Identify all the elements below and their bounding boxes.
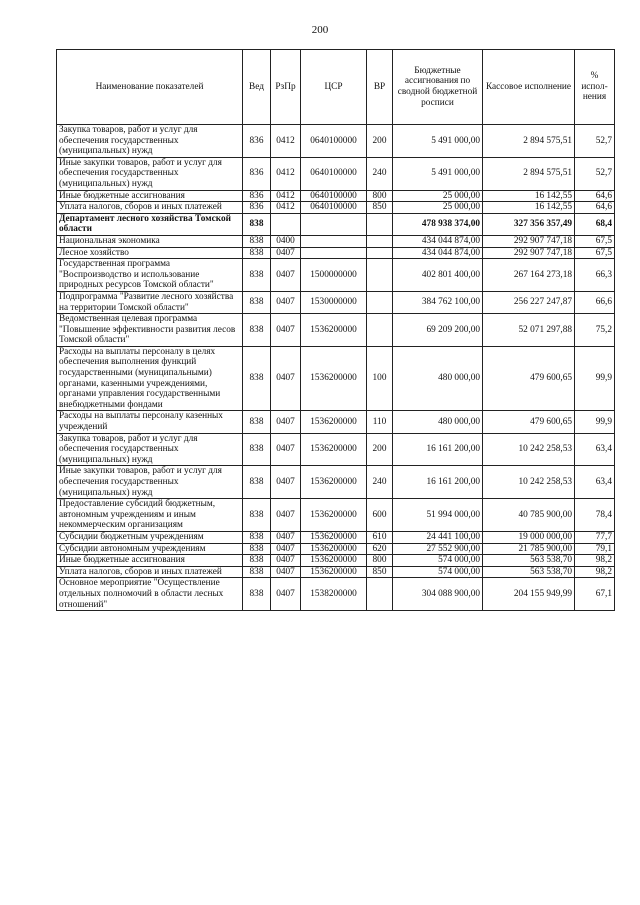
cell-budget: 304 088 900,00 bbox=[393, 578, 483, 611]
cell-csr: 1536200000 bbox=[301, 466, 367, 499]
cell-vr: 850 bbox=[367, 566, 393, 578]
cell-rzpr: 0407 bbox=[271, 291, 301, 313]
cell-name: Уплата налогов, сборов и иных платежей bbox=[57, 202, 243, 214]
cell-ved: 838 bbox=[243, 499, 271, 532]
cell-csr: 1536200000 bbox=[301, 433, 367, 466]
cell-budget: 16 161 200,00 bbox=[393, 466, 483, 499]
cell-csr bbox=[301, 247, 367, 259]
cell-ved: 838 bbox=[243, 346, 271, 411]
cell-name: Расходы на выплаты персоналу казенных учреждений bbox=[57, 411, 243, 433]
cell-name: Департамент лесного хозяйства Томской области bbox=[57, 213, 243, 235]
table-row bbox=[57, 291, 615, 313]
cell-ved: 838 bbox=[243, 213, 271, 235]
cell-vr: 100 bbox=[367, 346, 393, 411]
cell-cash: 2 894 575,51 bbox=[483, 157, 575, 190]
cell-rzpr: 0407 bbox=[271, 247, 301, 259]
cell-ved: 838 bbox=[243, 466, 271, 499]
cell-csr: 1536200000 bbox=[301, 411, 367, 433]
cell-cash: 2 894 575,51 bbox=[483, 125, 575, 158]
cell-rzpr bbox=[271, 213, 301, 235]
cell-csr: 1536200000 bbox=[301, 314, 367, 347]
cell-budget: 480 000,00 bbox=[393, 411, 483, 433]
cell-rzpr: 0407 bbox=[271, 543, 301, 555]
table-row bbox=[57, 566, 615, 578]
table-row bbox=[57, 213, 615, 235]
table-row bbox=[57, 190, 615, 202]
cell-rzpr: 0412 bbox=[271, 125, 301, 158]
cell-csr: 1536200000 bbox=[301, 346, 367, 411]
cell-name: Национальная экономика bbox=[57, 235, 243, 247]
cell-csr: 1536200000 bbox=[301, 543, 367, 555]
cell-name: Расходы на выплаты персоналу в целях обеспечения выполнения функций государственными (муниципальными) органами, казенными учреждениями, органами управления государственными внебюджетными фондами bbox=[57, 346, 243, 411]
cell-pct: 79,1 bbox=[575, 543, 615, 555]
table-row bbox=[57, 531, 615, 543]
header-pct: % испол-нения bbox=[575, 50, 615, 125]
cell-ved: 838 bbox=[243, 543, 271, 555]
cell-name: Лесное хозяйство bbox=[57, 247, 243, 259]
table-header-row bbox=[57, 50, 615, 125]
cell-vr bbox=[367, 578, 393, 611]
cell-vr: 800 bbox=[367, 555, 393, 567]
table-row bbox=[57, 543, 615, 555]
cell-ved: 838 bbox=[243, 247, 271, 259]
cell-vr: 800 bbox=[367, 190, 393, 202]
cell-name: Закупка товаров, работ и услуг для обеспечения государственных (муниципальных) нужд bbox=[57, 433, 243, 466]
cell-budget: 574 000,00 bbox=[393, 555, 483, 567]
cell-ved: 838 bbox=[243, 555, 271, 567]
cell-cash: 479 600,65 bbox=[483, 346, 575, 411]
cell-rzpr: 0407 bbox=[271, 499, 301, 532]
table-row bbox=[57, 555, 615, 567]
cell-rzpr: 0407 bbox=[271, 578, 301, 611]
cell-vr bbox=[367, 314, 393, 347]
cell-vr: 620 bbox=[367, 543, 393, 555]
cell-ved: 838 bbox=[243, 433, 271, 466]
table-row bbox=[57, 578, 615, 611]
cell-pct: 77,7 bbox=[575, 531, 615, 543]
cell-budget: 434 044 874,00 bbox=[393, 235, 483, 247]
page-number: 200 bbox=[311, 24, 329, 36]
cell-budget: 402 801 400,00 bbox=[393, 259, 483, 292]
cell-vr bbox=[367, 247, 393, 259]
cell-ved: 836 bbox=[243, 157, 271, 190]
cell-pct: 66,3 bbox=[575, 259, 615, 292]
table-row bbox=[57, 411, 615, 433]
table-row bbox=[57, 125, 615, 158]
cell-vr bbox=[367, 291, 393, 313]
cell-ved: 838 bbox=[243, 235, 271, 247]
cell-rzpr: 0412 bbox=[271, 190, 301, 202]
cell-vr bbox=[367, 213, 393, 235]
cell-csr: 0640100000 bbox=[301, 202, 367, 214]
cell-rzpr: 0407 bbox=[271, 314, 301, 347]
cell-name: Предоставление субсидий бюджетным, автономным учреждениям и иным некоммерческим организациям bbox=[57, 499, 243, 532]
cell-budget: 434 044 874,00 bbox=[393, 247, 483, 259]
cell-cash: 256 227 247,87 bbox=[483, 291, 575, 313]
cell-ved: 838 bbox=[243, 578, 271, 611]
cell-pct: 98,2 bbox=[575, 555, 615, 567]
cell-name: Иные закупки товаров, работ и услуг для обеспечения государственных (муниципальных) нужд bbox=[57, 157, 243, 190]
cell-name: Ведомственная целевая программа "Повышение эффективности развития лесов Томской области" bbox=[57, 314, 243, 347]
cell-vr: 600 bbox=[367, 499, 393, 532]
cell-csr: 0640100000 bbox=[301, 125, 367, 158]
cell-budget: 5 491 000,00 bbox=[393, 125, 483, 158]
cell-pct: 68,4 bbox=[575, 213, 615, 235]
cell-cash: 19 000 000,00 bbox=[483, 531, 575, 543]
cell-csr: 0640100000 bbox=[301, 190, 367, 202]
cell-pct: 52,7 bbox=[575, 157, 615, 190]
cell-csr bbox=[301, 235, 367, 247]
cell-csr: 1536200000 bbox=[301, 499, 367, 532]
cell-cash: 10 242 258,53 bbox=[483, 433, 575, 466]
header-ved: Вед bbox=[243, 50, 271, 125]
cell-cash: 16 142,55 bbox=[483, 190, 575, 202]
cell-cash: 292 907 747,18 bbox=[483, 247, 575, 259]
cell-pct: 99,9 bbox=[575, 346, 615, 411]
cell-pct: 78,4 bbox=[575, 499, 615, 532]
cell-vr bbox=[367, 259, 393, 292]
cell-budget: 25 000,00 bbox=[393, 190, 483, 202]
cell-cash: 292 907 747,18 bbox=[483, 235, 575, 247]
cell-name: Иные бюджетные ассигнования bbox=[57, 190, 243, 202]
cell-name: Субсидии бюджетным учреждениям bbox=[57, 531, 243, 543]
cell-ved: 838 bbox=[243, 291, 271, 313]
budget-table bbox=[56, 49, 615, 611]
cell-budget: 25 000,00 bbox=[393, 202, 483, 214]
cell-vr: 110 bbox=[367, 411, 393, 433]
cell-csr bbox=[301, 213, 367, 235]
cell-rzpr: 0407 bbox=[271, 259, 301, 292]
cell-rzpr: 0407 bbox=[271, 433, 301, 466]
cell-pct: 75,2 bbox=[575, 314, 615, 347]
table-row bbox=[57, 499, 615, 532]
cell-ved: 836 bbox=[243, 202, 271, 214]
table-row bbox=[57, 466, 615, 499]
cell-pct: 98,2 bbox=[575, 566, 615, 578]
cell-vr: 240 bbox=[367, 157, 393, 190]
cell-budget: 16 161 200,00 bbox=[393, 433, 483, 466]
cell-csr: 1536200000 bbox=[301, 555, 367, 567]
cell-ved: 836 bbox=[243, 125, 271, 158]
cell-cash: 563 538,70 bbox=[483, 566, 575, 578]
cell-pct: 67,5 bbox=[575, 247, 615, 259]
cell-pct: 66,6 bbox=[575, 291, 615, 313]
cell-budget: 51 994 000,00 bbox=[393, 499, 483, 532]
cell-cash: 40 785 900,00 bbox=[483, 499, 575, 532]
cell-budget: 5 491 000,00 bbox=[393, 157, 483, 190]
cell-vr: 610 bbox=[367, 531, 393, 543]
cell-vr: 240 bbox=[367, 466, 393, 499]
table-row bbox=[57, 202, 615, 214]
cell-vr: 850 bbox=[367, 202, 393, 214]
header-csr: ЦСР bbox=[301, 50, 367, 125]
cell-name: Государственная программа "Воспроизводство и использование природных ресурсов Томской области" bbox=[57, 259, 243, 292]
cell-budget: 480 000,00 bbox=[393, 346, 483, 411]
cell-budget: 69 209 200,00 bbox=[393, 314, 483, 347]
cell-name: Основное мероприятие "Осуществление отдельных полномочий в области лесных отношений" bbox=[57, 578, 243, 611]
cell-budget: 24 441 100,00 bbox=[393, 531, 483, 543]
table-row bbox=[57, 235, 615, 247]
cell-rzpr: 0412 bbox=[271, 157, 301, 190]
header-budget: Бюджетные ассигнования по сводной бюджетной росписи bbox=[393, 50, 483, 125]
cell-ved: 836 bbox=[243, 190, 271, 202]
cell-budget: 27 552 900,00 bbox=[393, 543, 483, 555]
cell-csr: 1538200000 bbox=[301, 578, 367, 611]
cell-pct: 64,6 bbox=[575, 190, 615, 202]
cell-cash: 204 155 949,99 bbox=[483, 578, 575, 611]
cell-budget: 478 938 374,00 bbox=[393, 213, 483, 235]
cell-name: Иные бюджетные ассигнования bbox=[57, 555, 243, 567]
cell-ved: 838 bbox=[243, 411, 271, 433]
cell-ved: 838 bbox=[243, 314, 271, 347]
cell-rzpr: 0407 bbox=[271, 531, 301, 543]
cell-vr: 200 bbox=[367, 125, 393, 158]
table-row bbox=[57, 346, 615, 411]
cell-rzpr: 0407 bbox=[271, 466, 301, 499]
cell-name: Закупка товаров, работ и услуг для обеспечения государственных (муниципальных) нужд bbox=[57, 125, 243, 158]
cell-pct: 64,6 bbox=[575, 202, 615, 214]
cell-name: Иные закупки товаров, работ и услуг для обеспечения государственных (муниципальных) нужд bbox=[57, 466, 243, 499]
cell-budget: 384 762 100,00 bbox=[393, 291, 483, 313]
table-row bbox=[57, 433, 615, 466]
cell-cash: 52 071 297,88 bbox=[483, 314, 575, 347]
cell-name: Субсидии автономным учреждениям bbox=[57, 543, 243, 555]
header-rzpr: РзПр bbox=[271, 50, 301, 125]
cell-pct: 63,4 bbox=[575, 466, 615, 499]
cell-cash: 267 164 273,18 bbox=[483, 259, 575, 292]
cell-csr: 0640100000 bbox=[301, 157, 367, 190]
cell-rzpr: 0407 bbox=[271, 411, 301, 433]
cell-rzpr: 0407 bbox=[271, 555, 301, 567]
cell-ved: 838 bbox=[243, 566, 271, 578]
cell-csr: 1530000000 bbox=[301, 291, 367, 313]
cell-rzpr: 0400 bbox=[271, 235, 301, 247]
cell-budget: 574 000,00 bbox=[393, 566, 483, 578]
cell-pct: 52,7 bbox=[575, 125, 615, 158]
cell-pct: 99,9 bbox=[575, 411, 615, 433]
table-row bbox=[57, 247, 615, 259]
cell-csr: 1536200000 bbox=[301, 531, 367, 543]
table-row bbox=[57, 259, 615, 292]
cell-cash: 563 538,70 bbox=[483, 555, 575, 567]
cell-rzpr: 0412 bbox=[271, 202, 301, 214]
table-row bbox=[57, 314, 615, 347]
cell-cash: 327 356 357,49 bbox=[483, 213, 575, 235]
cell-name: Подпрограмма "Развитие лесного хозяйства на территории Томской области" bbox=[57, 291, 243, 313]
cell-pct: 67,5 bbox=[575, 235, 615, 247]
header-name: Наименование показателей bbox=[57, 50, 243, 125]
cell-csr: 1500000000 bbox=[301, 259, 367, 292]
cell-csr: 1536200000 bbox=[301, 566, 367, 578]
cell-vr bbox=[367, 235, 393, 247]
cell-name: Уплата налогов, сборов и иных платежей bbox=[57, 566, 243, 578]
cell-pct: 67,1 bbox=[575, 578, 615, 611]
cell-cash: 16 142,55 bbox=[483, 202, 575, 214]
cell-cash: 10 242 258,53 bbox=[483, 466, 575, 499]
cell-ved: 838 bbox=[243, 531, 271, 543]
cell-rzpr: 0407 bbox=[271, 346, 301, 411]
cell-pct: 63,4 bbox=[575, 433, 615, 466]
cell-ved: 838 bbox=[243, 259, 271, 292]
cell-vr: 200 bbox=[367, 433, 393, 466]
table-row bbox=[57, 157, 615, 190]
cell-rzpr: 0407 bbox=[271, 566, 301, 578]
cell-cash: 479 600,65 bbox=[483, 411, 575, 433]
header-cash: Кассовое исполнение bbox=[483, 50, 575, 125]
cell-cash: 21 785 900,00 bbox=[483, 543, 575, 555]
header-vr: ВР bbox=[367, 50, 393, 125]
